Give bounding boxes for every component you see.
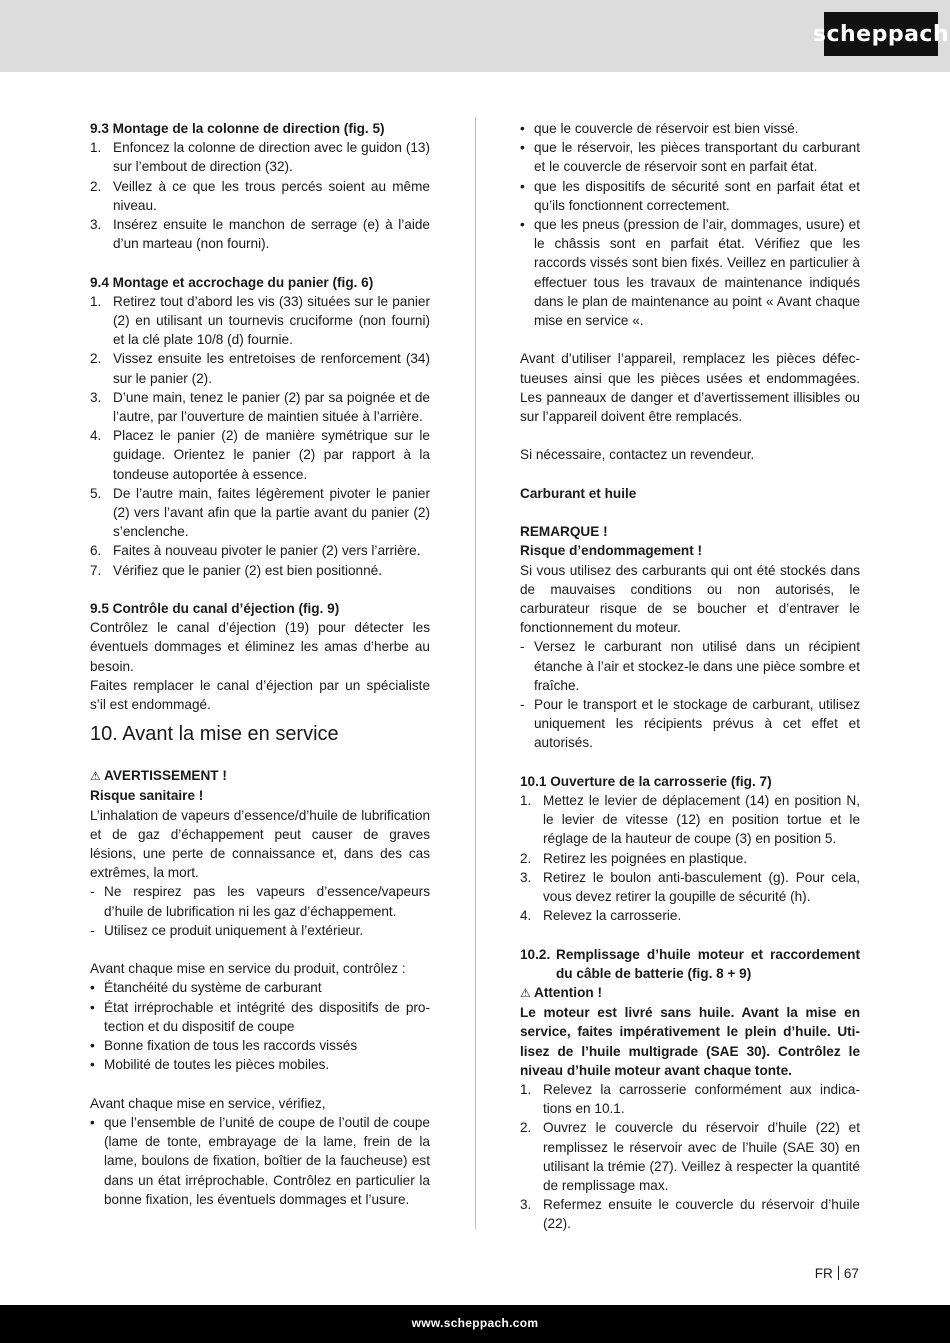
- damage-risk-heading: Risque d’endommagement !: [520, 543, 703, 559]
- section-10-2-title: 10.2. Remplissage d’huile moteur et raccordement du câble de batterie (fig. 8 + 9): [520, 946, 860, 981]
- paragraph: Contrôlez le canal d’éjection (19) pour détecter les éventuels dommages et éliminez les amas d’herbe au besoin.: [90, 620, 430, 674]
- section-9-5-title: 9.5 Contrôle du canal d’éjection (fig. 9): [90, 601, 340, 617]
- list-item: 2. Ouvrez le couvercle du réservoir d’huile (22) et remplissez le réservoir avec de l’huile (SAE 30) en utilisant la trémie (27). Veillez à respecter la quantité de remplissage max.: [520, 1120, 860, 1194]
- section-9-3-list: [90, 138, 430, 253]
- header-bar: [0, 0, 950, 72]
- bullet-list: [90, 1113, 430, 1209]
- list-item: - Ne respirez pas les vapeurs d’essence/vapeurs d’huile de lubrification ni les gaz d’échappement.: [90, 884, 430, 919]
- paragraph: Avant chaque mise en service, vérifiez,: [90, 1095, 326, 1111]
- list-item: 1. Mettez le levier de déplacement (14) en position N, le levier de vitesse (12) en position tortue et le réglage de la hauteur de coupe (3) en position 5.: [520, 793, 860, 847]
- list-item: 4. Relevez la carrosserie.: [520, 908, 682, 924]
- list-item: 2. Retirez les poignées en plastique.: [520, 850, 748, 866]
- list-item: • que les pneus (pression de l’air, dommages, usure) et le châssis sont en parfait état. Vérifiez que les raccords vissés sont bien fixés. Veillez en particulier à effectuer tous les travaux de maintenance indiqués dans le plan de maintenance au point « Avant chaque mise en service «.: [520, 217, 860, 329]
- section-10-1-list: [520, 791, 860, 925]
- paragraph: L’inhalation de vapeurs d’essence/d’huile de lubrification et de gaz d’échappement peut causer de graves lésions, une perte de connaissance et, dans des cas extrêmes, la mort.: [90, 807, 430, 881]
- list-item: • Bonne fixation de tous les raccords vissés: [90, 1038, 358, 1054]
- list-item: • Étanchéité du système de carburant: [90, 980, 322, 996]
- list-item: 2. Vissez ensuite les entretoises de renforcement (34) sur le panier (2).: [90, 351, 430, 386]
- list-item: 4. Placez le panier (2) de manière symétrique sur le guidage. Orientez le panier (2) par rapport à la tondeuse autoportée à essence.: [90, 428, 430, 482]
- list-item: 1. Enfoncez la colonne de direction avec le guidon (13) sur l’embout de direction (32).: [90, 140, 430, 175]
- paragraph: Avant d’utiliser l’appareil, remplacez les pièces défectueuses ainsi que les pièces usées et endommagées. Les panneaux de danger et d’avertissement illisibles ou sur l’appareil doivent être remplacés.: [520, 351, 860, 425]
- list-item: 3. Retirez le boulon anti-basculement (g). Pour cela, vous devez retirer la goupille de sécurité (h).: [520, 869, 860, 905]
- list-item: 3. D’une main, tenez le panier (2) par sa poignée et de l’autre, par l’ouverture de maintien située à l’arrière.: [90, 389, 430, 425]
- section-9-4-list: [90, 292, 430, 580]
- list-item: - Utilisez ce produit uniquement à l’extérieur.: [90, 922, 364, 938]
- list-item: • Mobilité de toutes les pièces mobiles.: [90, 1057, 330, 1073]
- warning-triangle-icon: ⚠: [90, 769, 101, 784]
- dash-list: [520, 637, 860, 752]
- paragraph: Avant chaque mise en service du produit, contrôlez :: [90, 961, 406, 977]
- list-item: 3. Insérez ensuite le manchon de serrage (e) à l’aide d’un marteau (non fourni).: [90, 217, 430, 252]
- list-item: 1. Retirez tout d’abord les vis (33) situées sur le panier (2) en utilisant un tournevis cruciforme (non fourni) et la clé plate 10/8 (d) fournie.: [90, 293, 430, 348]
- chapter-10-heading: 10. Avant la mise en service: [90, 723, 339, 746]
- list-item: - Versez le carburant non utilisé dans un récipient étanche à l’air et stockez-le dans une pièce sombre et fraîche.: [520, 639, 860, 693]
- list-item: • État irréprochable et intégrité des dispositifs de protection et du dispositif de coupe: [90, 999, 430, 1034]
- list-item: • que les dispositifs de sécurité sont en parfait état et qu’ils fonctionnent correctement.: [520, 178, 860, 213]
- bold-paragraph: Le moteur est livré sans huile. Avant la mise en service, faites impérativement le plein d’huile. Utilisez de l’huile multigrade (SAE 30). Contrôlez le niveau d’huile moteur avant chaque tonte.: [520, 1005, 860, 1078]
- section-10-1-title: 10.1 Ouverture de la carrosserie (fig. 7): [520, 773, 772, 789]
- paragraph: Si nécessaire, contactez un revendeur.: [520, 447, 755, 463]
- bullet-list: [90, 978, 430, 1074]
- list-item: 2. Veillez à ce que les trous percés soient au même niveau.: [90, 178, 430, 213]
- section-9-3-title: 9.3 Montage de la colonne de direction (fig. 5): [90, 121, 385, 136]
- warning-triangle-icon: ⚠: [520, 986, 531, 1001]
- list-item: 6. Faites à nouveau pivoter le panier (2) vers l’arrière.: [90, 543, 421, 559]
- bullet-list: [520, 119, 860, 330]
- dash-list: [90, 882, 430, 940]
- scheppach-logo: scheppach: [824, 12, 938, 56]
- warning-heading: ⚠ AVERTISSEMENT !: [90, 768, 227, 784]
- paragraph: Si vous utilisez des carburants qui ont été stockés dans de mauvaises conditions ou non autorisés, le carburateur risque de se boucher et d’entraver le fonctionnement du moteur.: [520, 562, 860, 636]
- paragraph: Faites remplacer le canal d’éjection par un spécialiste s’il est endommagé.: [90, 677, 430, 713]
- risk-heading: Risque sanitaire !: [90, 788, 204, 804]
- attention-heading: ⚠ Attention !: [520, 985, 602, 1001]
- remark-heading: REMARQUE !: [520, 524, 608, 540]
- list-item: • que le couvercle de réservoir est bien vissé.: [520, 121, 799, 136]
- section-10-2-list: [520, 1080, 860, 1234]
- list-item: • que l’ensemble de l’unité de coupe de l’outil de coupe (lame de tonte, embrayage de la lame, frein de la lame, boulons de fixation, boîtier de la faucheuse) est dans un état irréprochable. Contrôlez en particulier la bonne fixation, les éventuels dommages et l’usure.: [90, 1114, 430, 1207]
- list-item: • que le réservoir, les pièces transportant du carburant et le couvercle de réservoir sont en parfait état.: [520, 140, 860, 175]
- page-number: FR 67: [814, 1266, 859, 1281]
- list-item: 1. Relevez la carrosserie conformément aux indications en 10.1.: [520, 1082, 860, 1117]
- left-column: [90, 119, 430, 1209]
- section-9-4-title: 9.4 Montage et accrochage du panier (fig. 6): [90, 274, 374, 290]
- list-item: - Pour le transport et le stockage de carburant, utilisez uniquement les récipients prévus à cet effet et autorisés.: [520, 697, 860, 751]
- right-column: [520, 119, 860, 1234]
- list-item: 7. Vérifiez que le panier (2) est bien positionné.: [90, 562, 383, 578]
- footer-website[interactable]: www.scheppach.com: [0, 1305, 950, 1343]
- list-item: 5. De l’autre main, faites légèrement pivoter le panier (2) vers l’avant afin que la partie avant du panier (2) s’enclenche.: [90, 485, 430, 540]
- column-divider: [475, 117, 476, 1229]
- fuel-heading: Carburant et huile: [520, 485, 637, 501]
- list-item: 3. Refermez ensuite le couvercle du réservoir d’huile (22).: [520, 1197, 860, 1232]
